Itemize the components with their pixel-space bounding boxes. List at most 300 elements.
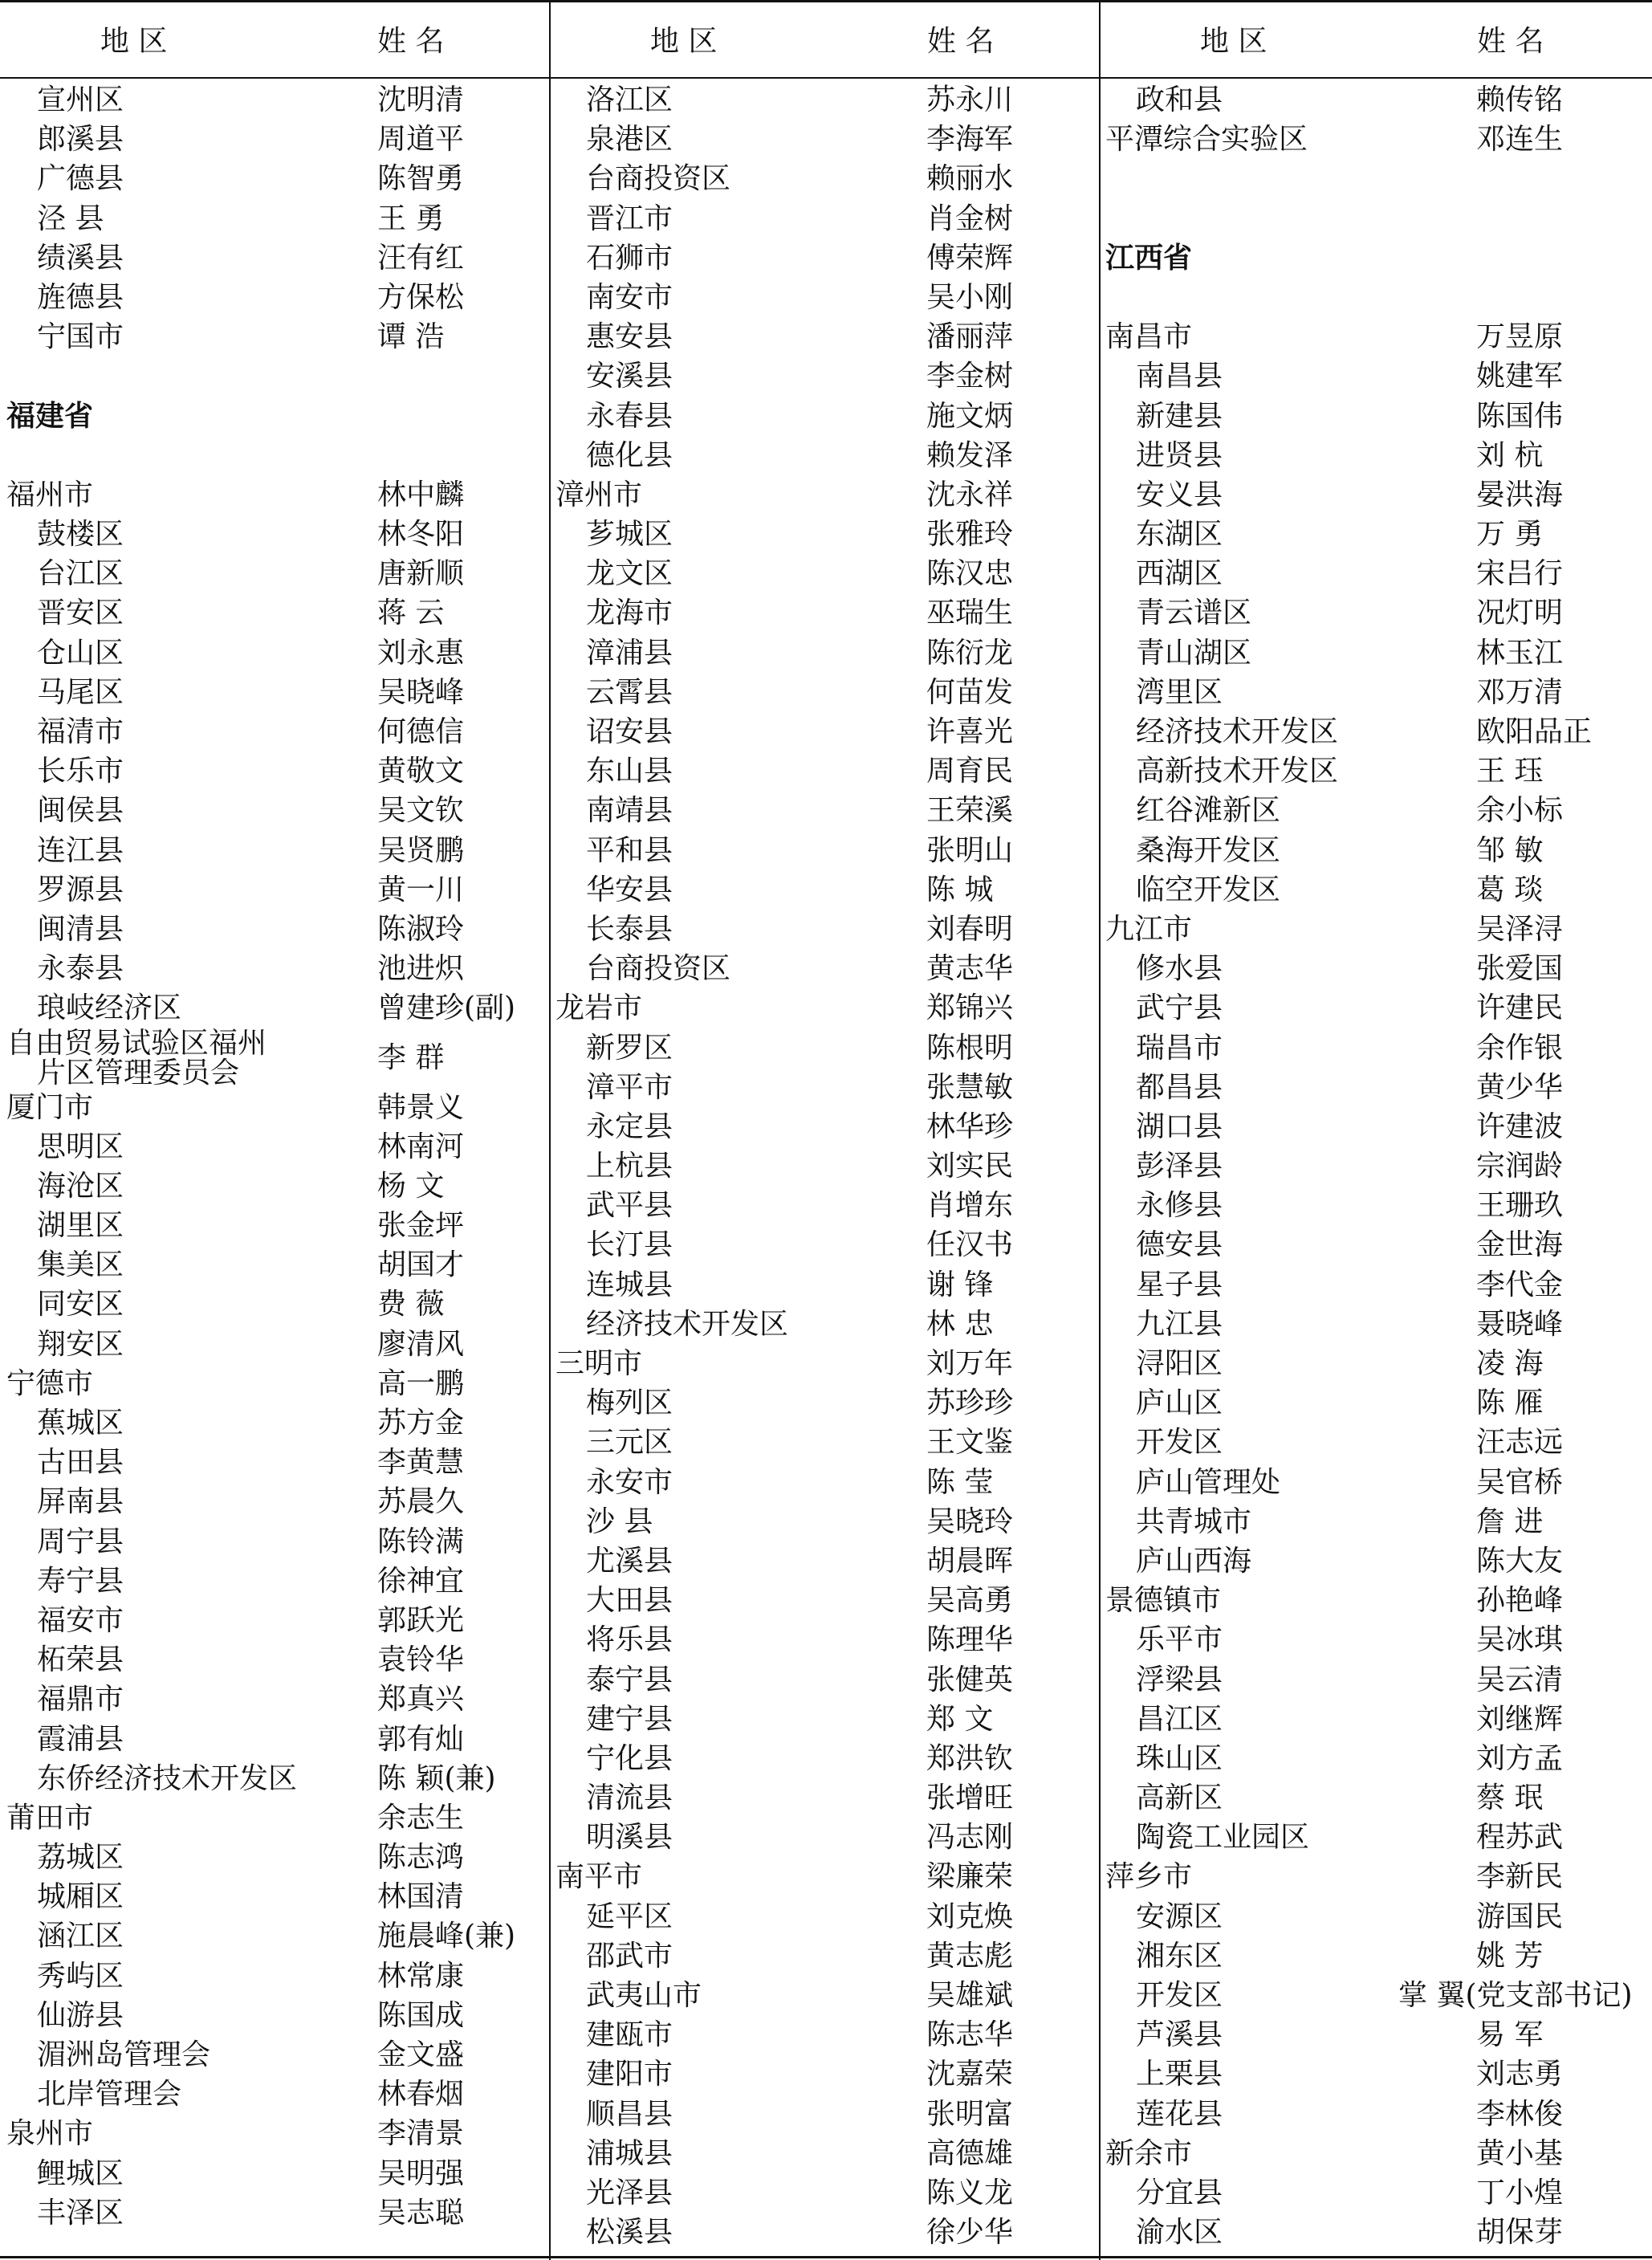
roster-row [6, 831, 552, 870]
roster-row [1105, 397, 1651, 436]
person-name: 刘春明 [926, 912, 1014, 946]
roster-row [555, 80, 1101, 120]
person-name: 丁小煌 [1476, 2176, 1564, 2209]
person-name: 胡保芽 [1476, 2216, 1564, 2250]
district-name: 星子县 [1136, 1268, 1223, 1301]
district-name: 丰泽区 [37, 2196, 124, 2229]
person-name: 何德信 [377, 715, 465, 748]
roster-row [555, 1186, 1101, 1225]
header-district: 地 区 [650, 25, 718, 58]
roster-row [6, 1028, 552, 1088]
district-name: 南平市 [555, 1860, 643, 1894]
district-name: 安义县 [1136, 478, 1223, 511]
person-name: 肖增东 [926, 1189, 1014, 1223]
person-name: 李海军 [926, 123, 1014, 157]
district-name: 平和县 [586, 833, 673, 867]
person-name: 万 勇 [1476, 518, 1544, 552]
roster-row [555, 791, 1101, 830]
roster-row [555, 1028, 1101, 1068]
header-rule [0, 77, 1652, 79]
header-name: 姓 名 [927, 25, 995, 58]
district-name: 东山县 [586, 755, 673, 788]
district-name: 昌江区 [1136, 1702, 1223, 1736]
person-name: 汪有红 [377, 241, 465, 275]
roster-row [555, 2173, 1101, 2213]
district-name: 南昌县 [1136, 360, 1223, 393]
district-name: 秀屿区 [37, 1959, 124, 1993]
roster-row [555, 831, 1101, 870]
district-name: 城厢区 [37, 1880, 124, 1914]
roster-row [1105, 1660, 1651, 1700]
roster-row [6, 1245, 552, 1285]
district-name: 连城县 [586, 1268, 673, 1301]
roster-row [1105, 949, 1651, 988]
district-name: 景德镇市 [1105, 1584, 1222, 1618]
person-name: 李 群 [377, 1040, 445, 1074]
district-name: 晋安区 [37, 597, 124, 630]
person-name: 徐少华 [926, 2216, 1014, 2250]
roster-row [555, 633, 1101, 673]
person-name: 林中麟 [377, 478, 465, 511]
blank-row [6, 436, 552, 475]
roster-row [1105, 910, 1651, 949]
district-name: 西湖区 [1136, 557, 1223, 591]
roster-row [555, 1068, 1101, 1107]
district-name: 福安市 [37, 1603, 124, 1637]
roster-row [6, 1680, 552, 1719]
district-name: 龙文区 [586, 557, 673, 591]
district-name: 永泰县 [37, 952, 124, 986]
header-name: 姓 名 [377, 25, 445, 58]
roster-row [6, 238, 552, 278]
district-name: 萍乡市 [1105, 1860, 1193, 1894]
person-name: 袁铃华 [377, 1643, 465, 1677]
roster-row [555, 870, 1101, 910]
person-name: 吴雄斌 [926, 1979, 1014, 2012]
district-name: 光泽县 [586, 2176, 673, 2209]
person-name: 张雅玲 [926, 518, 1014, 552]
person-name: 苏珍珍 [926, 1387, 1014, 1420]
roster-row [1105, 712, 1651, 751]
blank-row [6, 356, 552, 396]
roster-row [555, 1463, 1101, 1502]
person-name: 吴高勇 [926, 1584, 1014, 1618]
roster-row [555, 120, 1101, 159]
person-name: 林南河 [377, 1130, 465, 1163]
district-name: 宁国市 [37, 320, 124, 354]
roster-row [555, 397, 1101, 436]
district-name: 惠安县 [586, 320, 673, 354]
person-name: 余小标 [1476, 794, 1564, 828]
roster-row [6, 1798, 552, 1838]
person-name: 林华珍 [926, 1110, 1014, 1143]
district-name: 庐山区 [1136, 1387, 1223, 1420]
roster-row [555, 1344, 1101, 1383]
roster-row [555, 1305, 1101, 1344]
district-name: 厦门市 [6, 1090, 94, 1124]
roster-row [6, 1877, 552, 1916]
person-name: 高一鹏 [377, 1366, 465, 1400]
person-name: 池进炽 [377, 952, 465, 986]
roster-row [555, 356, 1101, 396]
roster-row [6, 120, 552, 159]
roster-row [1105, 751, 1651, 791]
district-name: 漳平市 [586, 1070, 673, 1104]
roster-row [6, 1601, 552, 1640]
person-name: 金世海 [1476, 1228, 1564, 1262]
district-name: 武宁县 [1136, 992, 1223, 1025]
roster-row [1105, 356, 1651, 396]
district-name: 柘荣县 [37, 1643, 124, 1677]
district-name: 长泰县 [586, 912, 673, 946]
roster-row [555, 2213, 1101, 2252]
district-name: 德化县 [586, 438, 673, 472]
person-name: 程苏武 [1476, 1821, 1564, 1855]
roster-row [555, 2134, 1101, 2173]
person-name: 梁廉荣 [926, 1860, 1014, 1894]
roster-row [1105, 2095, 1651, 2134]
person-name: 余志生 [377, 1801, 465, 1834]
district-name: 武夷山市 [586, 1979, 702, 2012]
district-name: 台江区 [37, 557, 124, 591]
person-name: 黄小基 [1476, 2136, 1564, 2170]
district-name: 泰宁县 [586, 1663, 673, 1696]
district-name: 分宜县 [1136, 2176, 1223, 2209]
roster-row [6, 515, 552, 554]
roster-row [6, 633, 552, 673]
district-name: 台商投资区 [586, 952, 731, 986]
district-name: 莆田市 [6, 1801, 94, 1834]
district-name: 湾里区 [1136, 675, 1223, 709]
roster-row [6, 791, 552, 830]
district-name: 洛江区 [586, 83, 673, 116]
district-name-line: 自由贸易试验区福州 [6, 1026, 267, 1060]
person-name: 余作银 [1476, 1031, 1564, 1065]
district-name: 福鼎市 [37, 1683, 124, 1716]
person-name: 林玉江 [1476, 636, 1564, 670]
person-name: 林 忠 [926, 1307, 994, 1341]
roster-row [555, 910, 1101, 949]
roster-row [555, 751, 1101, 791]
roster-row [6, 1916, 552, 1956]
roster-row [1105, 1818, 1651, 1857]
person-name: 郑锦兴 [926, 992, 1014, 1025]
person-name: 唐新顺 [377, 557, 465, 591]
district-name: 修水县 [1136, 952, 1223, 986]
person-name: 许喜光 [926, 715, 1014, 748]
person-name: 苏方金 [377, 1407, 465, 1439]
district-name: 闽侯县 [37, 794, 124, 828]
person-name: 徐神宜 [377, 1564, 465, 1598]
person-name: 况灯明 [1476, 597, 1564, 630]
person-name: 方保松 [377, 280, 465, 314]
district-name: 永定县 [586, 1110, 673, 1143]
roster-row [555, 1976, 1101, 2015]
roster-row [555, 1818, 1101, 1857]
district-name: 长乐市 [37, 755, 124, 788]
roster-row [555, 317, 1101, 356]
person-name: 李黄慧 [377, 1446, 465, 1480]
person-name: 廖清风 [377, 1327, 465, 1361]
person-name: 李林俊 [1476, 2097, 1564, 2131]
district-name: 芦溪县 [1136, 2018, 1223, 2052]
person-name: 聂晓峰 [1476, 1307, 1564, 1341]
roster-row [6, 2075, 552, 2114]
roster-row [555, 593, 1101, 633]
roster-row [6, 593, 552, 633]
person-name: 郭跃光 [377, 1603, 465, 1637]
person-name: 张明山 [926, 833, 1014, 867]
person-name: 陈志华 [926, 2018, 1014, 2052]
district-name: 仓山区 [37, 636, 124, 670]
roster-row [1105, 1620, 1651, 1659]
roster-row [1105, 1344, 1651, 1383]
roster-row [1105, 593, 1651, 633]
district-name: 福清市 [37, 715, 124, 748]
person-name: 陈衍龙 [926, 636, 1014, 670]
person-name: 万昱原 [1476, 320, 1564, 354]
district-name: 永春县 [586, 399, 673, 433]
roster-row [555, 1857, 1101, 1896]
district-name: 闽清县 [37, 912, 124, 946]
person-name: 张明富 [926, 2097, 1014, 2131]
roster-row [1105, 988, 1651, 1028]
person-name: 周道平 [377, 123, 465, 157]
person-name: 许建波 [1476, 1110, 1564, 1143]
district-name: 屏南县 [37, 1485, 124, 1519]
district-name-line: 片区管理委员会 [37, 1056, 240, 1089]
roster-row [6, 751, 552, 791]
roster-row [1105, 1107, 1651, 1146]
person-name: 郑真兴 [377, 1683, 465, 1716]
person-name: 陈铃满 [377, 1525, 465, 1558]
roster-row [6, 199, 552, 238]
district-name: 彭泽县 [1136, 1150, 1223, 1183]
roster-row [6, 159, 552, 198]
district-name: 石狮市 [586, 241, 673, 275]
district-name: 龙海市 [586, 597, 673, 630]
person-name: 沈明清 [377, 83, 465, 116]
header-district: 地 区 [100, 25, 168, 58]
person-name: 吴泽浔 [1476, 912, 1564, 946]
roster-row [6, 1325, 552, 1364]
district-name: 瑞昌市 [1136, 1031, 1223, 1065]
person-name: 吴晓峰 [377, 675, 465, 709]
roster-row [1105, 673, 1651, 712]
person-name: 林冬阳 [377, 518, 465, 552]
person-name: 刘实民 [926, 1150, 1014, 1183]
roster-row [1105, 1265, 1651, 1305]
roster-row [6, 2193, 552, 2233]
district-name: 高新技术开发区 [1136, 755, 1339, 788]
roster-row [6, 870, 552, 910]
province-heading-row [1105, 238, 1651, 278]
district-name: 郎溪县 [37, 123, 124, 157]
person-name: 林常康 [377, 1959, 465, 1993]
person-name: 陈 城 [926, 873, 994, 906]
district-name: 南安市 [586, 280, 673, 314]
roster-row [6, 1088, 552, 1127]
district-name: 泉州市 [6, 2117, 94, 2151]
roster-row [6, 949, 552, 988]
district-name: 鼓楼区 [37, 518, 124, 552]
roster-row [555, 515, 1101, 554]
district-name: 建瓯市 [586, 2018, 673, 2052]
roster-row [1105, 1068, 1651, 1107]
person-name: 何苗发 [926, 675, 1014, 709]
person-name: 黄一川 [377, 873, 465, 906]
roster-row [6, 1443, 552, 1482]
bottom-rule [0, 2256, 1652, 2258]
person-name: 费 薇 [377, 1288, 445, 1321]
district-name: 广德县 [37, 162, 124, 196]
person-name: 张增旺 [926, 1782, 1014, 1815]
person-name: 黄志华 [926, 952, 1014, 986]
district-name: 永安市 [586, 1465, 673, 1499]
district-name: 新罗区 [586, 1031, 673, 1065]
person-name: 陈根明 [926, 1031, 1014, 1065]
roster-row [1105, 831, 1651, 870]
roster-row [555, 2015, 1101, 2054]
roster-row [1105, 1897, 1651, 1936]
person-name: 邹 敏 [1476, 833, 1544, 867]
roster-row [555, 1700, 1101, 1739]
district-name: 马尾区 [37, 675, 124, 709]
district-name: 思明区 [37, 1130, 124, 1163]
person-name: 陈 莹 [926, 1465, 994, 1499]
person-name: 许建民 [1476, 992, 1564, 1025]
roster-row [1105, 2015, 1651, 2054]
blank-row [1105, 199, 1651, 238]
district-name: 上杭县 [586, 1150, 673, 1183]
person-name: 任汉书 [926, 1228, 1014, 1262]
person-name: 沈嘉荣 [926, 2058, 1014, 2091]
roster-row [1105, 1581, 1651, 1620]
person-name: 刘永惠 [377, 636, 465, 670]
district-name: 建宁县 [586, 1702, 673, 1736]
person-name: 陈国成 [377, 1998, 465, 2032]
roster-row [1105, 436, 1651, 475]
province-heading-row [6, 397, 552, 436]
person-name: 韩景义 [377, 1090, 465, 1124]
district-name: 三明市 [555, 1347, 643, 1380]
roster-row [555, 199, 1101, 238]
person-name: 孙艳峰 [1476, 1584, 1564, 1618]
roster-row [1105, 1186, 1651, 1225]
roster-row [1105, 791, 1651, 830]
roster-row [555, 554, 1101, 593]
person-name: 肖金树 [926, 202, 1014, 235]
roster-row [6, 1720, 552, 1759]
district-name: 东侨经济技术开发区 [37, 1761, 298, 1795]
roster-row [1105, 1225, 1651, 1264]
district-name [6, 1028, 267, 1088]
roster-row [6, 80, 552, 120]
person-name: 陈大友 [1476, 1544, 1564, 1578]
district-name: 清流县 [586, 1782, 673, 1815]
person-name: 苏永川 [926, 83, 1014, 116]
roster-row [6, 475, 552, 515]
person-name: 周育民 [926, 755, 1014, 788]
roster-row [6, 1285, 552, 1324]
person-name: 黄志彪 [926, 1939, 1014, 1973]
roster-row [6, 1838, 552, 1877]
top-rule [0, 0, 1652, 2]
roster-row [1105, 1936, 1651, 1976]
person-name: 李代金 [1476, 1268, 1564, 1301]
person-name: 凌 海 [1476, 1347, 1544, 1380]
roster-row [1105, 1423, 1651, 1462]
district-name: 泾 县 [37, 202, 104, 235]
roster-row [6, 1522, 552, 1562]
roster-row [555, 988, 1101, 1028]
person-name: 掌 翼(党支部书记) [1398, 1979, 1633, 2012]
district-name: 新建县 [1136, 399, 1223, 433]
roster-row [6, 317, 552, 356]
roster-row [555, 2054, 1101, 2094]
roster-row [6, 1364, 552, 1403]
district-name: 共青城市 [1136, 1505, 1252, 1538]
district-name: 梅列区 [586, 1387, 673, 1420]
roster-row [1105, 2173, 1651, 2213]
district-name: 古田县 [37, 1446, 124, 1480]
roster-row [6, 1640, 552, 1680]
roster-row [1105, 1383, 1651, 1423]
roster-row [6, 2114, 552, 2153]
roster-row [1105, 870, 1651, 910]
district-name: 旌德县 [37, 280, 124, 314]
district-name: 红谷滩新区 [1136, 794, 1281, 828]
person-name: 林春烟 [377, 2078, 465, 2111]
district-name: 仙游县 [37, 1998, 124, 2032]
roster-row [1105, 1739, 1651, 1778]
roster-row [555, 949, 1101, 988]
person-name: 郑 文 [926, 1702, 994, 1736]
roster-row [555, 1383, 1101, 1423]
province-name: 福建省 [6, 398, 94, 433]
roster-row [1105, 1463, 1651, 1502]
person-name: 陈 雁 [1476, 1387, 1544, 1420]
person-name: 施晨峰(兼) [377, 1920, 516, 1953]
person-name: 张慧敏 [926, 1070, 1014, 1104]
person-name: 赖发泽 [926, 438, 1014, 472]
roster-column-1 [6, 80, 552, 2233]
district-name: 沙 县 [586, 1505, 653, 1538]
person-name: 施文炳 [926, 399, 1014, 433]
roster-row [555, 1778, 1101, 1818]
person-name: 刘克焕 [926, 1900, 1014, 1933]
person-name: 吴明强 [377, 2156, 465, 2190]
district-name: 浮梁县 [1136, 1663, 1223, 1696]
district-name: 陶瓷工业园区 [1136, 1821, 1310, 1855]
person-name: 刘方孟 [1476, 1741, 1564, 1775]
roster-row [6, 1403, 552, 1443]
person-name: 胡国才 [377, 1248, 465, 1282]
district-name: 尤溪县 [586, 1544, 673, 1578]
roster-row [1105, 2213, 1651, 2252]
district-name: 乐平市 [1136, 1623, 1223, 1657]
person-name: 陈淑玲 [377, 912, 465, 946]
district-name: 顺昌县 [586, 2097, 673, 2131]
district-name: 武平县 [586, 1189, 673, 1223]
district-name: 漳浦县 [586, 636, 673, 670]
person-name: 高德雄 [926, 2136, 1014, 2170]
person-name: 赖传铭 [1476, 83, 1564, 116]
roster-row [555, 1225, 1101, 1264]
roster-row [1105, 1778, 1651, 1818]
district-name: 宁化县 [586, 1741, 673, 1775]
roster-row [1105, 1857, 1651, 1896]
